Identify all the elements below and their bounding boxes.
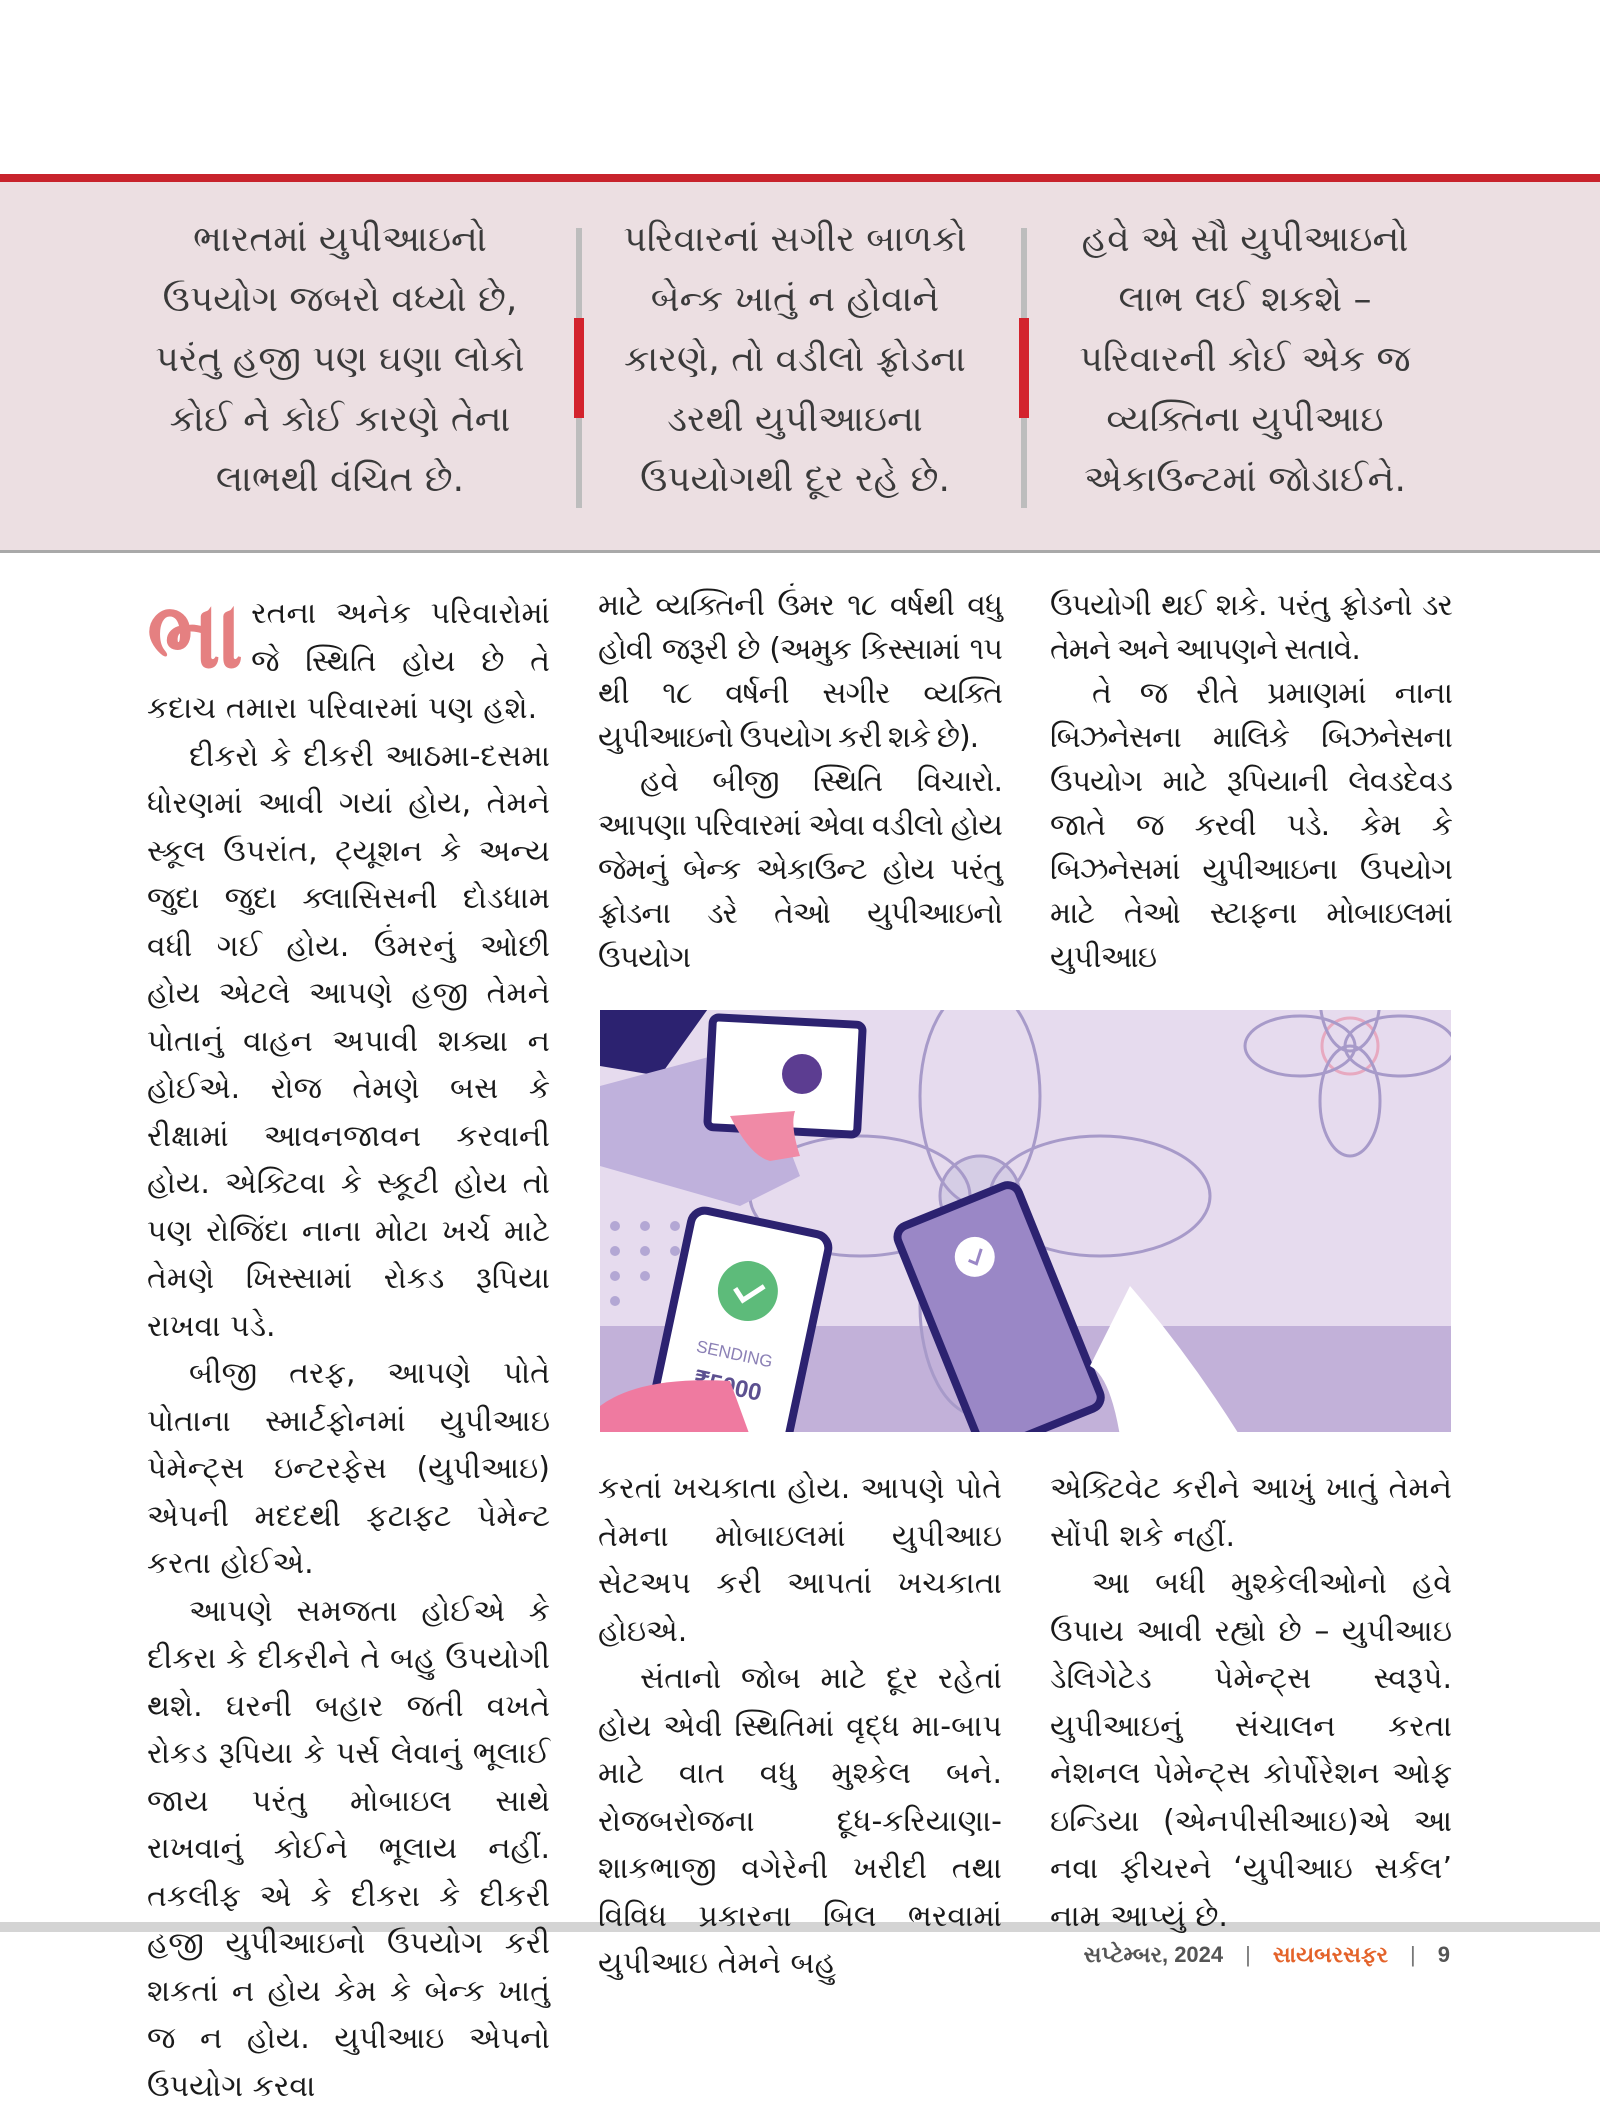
paragraph: રતના અનેક પરિવારોમાં જે સ્થિતિ હોય છે તે કદાચ તમારા પરિવારમાં પણ હશે. — [147, 596, 550, 726]
paragraph: કરતાં ખચકાતા હોય. આપણે પોતે તેમના મોબાઇલમાં યુપીઆઇ સેટઅપ કરી આપતાં ખચકાતા હોઇએ. — [598, 1465, 1002, 1655]
pull-quote-2: પરિવારનાં સગીર બાળકો બેન્ક ખાતું ન હોવાને કારણે, તો વડીલો ફ્રોડના ડરથી યુપીઆઇના ઉપયોગથી દૂર રહે છે. — [600, 210, 990, 510]
article-column-2-top — [598, 584, 1002, 980]
page-number: 9 — [1438, 1942, 1450, 1968]
paragraph: ઉપયોગી થઈ શકે. પરંતુ ફ્રોડનો ડર તેમને અને આપણને સતાવે. — [1050, 584, 1452, 672]
article-column-3-bottom — [1050, 1465, 1452, 1940]
paragraph: આ બધી મુશ્કેલીઓનો હવે ઉપાય આવી રહ્યો છે – યુપીઆઇ ડેલિગેટેડ પેમેન્ટ્સ સ્વરૂપે. યુપીઆઇનું સંચાલન કરતા નેશનલ પેમેન્ટ્સ કોર્પોરેશન ઓફ ઇન્ડિયા (એનપીસીઆઇ)એ આ નવા ફીચરને ‘યુપીઆઇ સર્કલ’ નામ આપ્યું છે. — [1050, 1560, 1452, 1940]
magazine-name: સાયબરસફર — [1273, 1942, 1388, 1968]
upi-payment-illustration — [600, 1010, 1451, 1432]
footer-separator: | — [1245, 1942, 1251, 1968]
top-red-rule — [0, 174, 1600, 182]
pull-quote-1: ભારતમાં યુપીઆઇનો ઉપયોગ જબરો વધ્યો છે, પરંતુ હજી પણ ઘણા લોકો કોઈ ને કોઈ કારણે તેના લાભથી વંચિત છે. — [145, 210, 535, 510]
paragraph: હવે બીજી સ્થિતિ વિચારો. આપણા પરિવારમાં એવા વડીલો હોય જેમનું બેન્ક એકાઉન્ટ હોય પરંતુ ફ્રોડના ડરે તેઓ યુપીઆઇનો ઉપયોગ — [598, 760, 1002, 980]
footer-separator: | — [1410, 1942, 1416, 1968]
paragraph: તે જ રીતે પ્રમાણમાં નાના બિઝનેસના માલિકે બિઝનેસના ઉપયોગ માટે રૂપિયાની લેવડદેવડ જાતે જ કરવી પડે. કેમ કે બિઝનેસમાં યુપીઆઇના ઉપયોગ માટે તેઓ સ્ટાફના મોબાઇલમાં યુપીઆઇ — [1050, 672, 1452, 980]
paragraph: બીજી તરફ, આપણે પોતે પોતાના સ્માર્ટફોનમાં યુપીઆઇ પેમેન્ટ્સ ઇન્ટરફેસ (યુપીઆઇ) એપની મદદથી ફટાફટ પેમેન્ટ કરતા હોઈએ. — [147, 1350, 550, 1588]
drop-cap: ભા — [147, 594, 243, 678]
paragraph: સંતાનો જોબ માટે દૂર રહેતાં હોય એવી સ્થિતિમાં વૃદ્ધ મા-બાપ માટે વાત વધુ મુશ્કેલ બને. રોજબરોજના દૂધ-કરિયાણા-શાકભાજી વગેરેની ખરીદી તથા વિવિધ પ્રકારના બિલ ભરવામાં યુપીઆઇ તેમને બહુ — [598, 1655, 1002, 1988]
quote-divider — [1021, 228, 1027, 508]
paragraph: માટે વ્યક્તિની ઉંમર ૧૮ વર્ષથી વધુ હોવી જરૂરી છે (અમુક કિસ્સામાં ૧૫ થી ૧૮ વર્ષની સગીર વ્યક્તિ યુપીઆઇનો ઉપયોગ કરી શકે છે). — [598, 584, 1002, 760]
paragraph: દીકરો કે દીકરી આઠમા-દસમા ધોરણમાં આવી ગયાં હોય, તેમને સ્કૂલ ઉપરાંત, ટ્યૂશન કે અન્ય જુદા જુદા ક્લાસિસની દોડધામ વધી ગઈ હોય. ઉંમરનું ઓછી હોય એટલે આપણે હજી તેમને પોતાનું વાહન અપાવી શક્યા ન હોઈએ. રોજ તેમણે બસ કે રીક્ષામાં આવનજાવન કરવાની હોય. એક્ટિવા કે સ્કૂટી હોય તો પણ રોજિંદા નાના મોટા ખર્ચ માટે તેમણે ખિસ્સામાં રોકડ રૂપિયા રાખવા પડે. — [147, 733, 550, 1351]
article-column-2-bottom — [598, 1465, 1002, 1988]
paragraph: આપણે સમજતા હોઈએ કે દીકરા કે દીકરીને તે બહુ ઉપયોગી થશે. ઘરની બહાર જતી વખતે રોકડ રૂપિયા કે પર્સ લેવાનું ભૂલાઈ જાય પરંતુ મોબાઇલ સાથે રાખવાનું કોઈને ભૂલાય નહીં. તકલીફ એ કે દીકરા કે દીકરી હજી યુપીઆઇનો ઉપયોગ કરી શકતાં ન હોય કેમ કે બેન્ક ખાતું જ ન હોય. યુપીઆઇ એપનો ઉપયોગ કરવા — [147, 1588, 550, 2110]
article-column-1 — [147, 590, 550, 2110]
page-footer — [1084, 1942, 1450, 1968]
article-column-3-top — [1050, 584, 1452, 980]
sending-label: SENDING — [695, 1337, 775, 1372]
paragraph: એક્ટિવેટ કરીને આખું ખાતું તેમને સોંપી શકે નહીં. — [1050, 1465, 1452, 1560]
pull-quote-3: હવે એ સૌ યુપીઆઇનો લાભ લઈ શકશે – પરિવારની કોઈ એક જ વ્યક્તિના યુપીઆઇ એકાઉન્ટમાં જોડાઈને. — [1050, 210, 1440, 510]
quote-divider — [576, 228, 582, 508]
issue-date: સપ્ટેમ્બર, 2024 — [1084, 1942, 1223, 1968]
